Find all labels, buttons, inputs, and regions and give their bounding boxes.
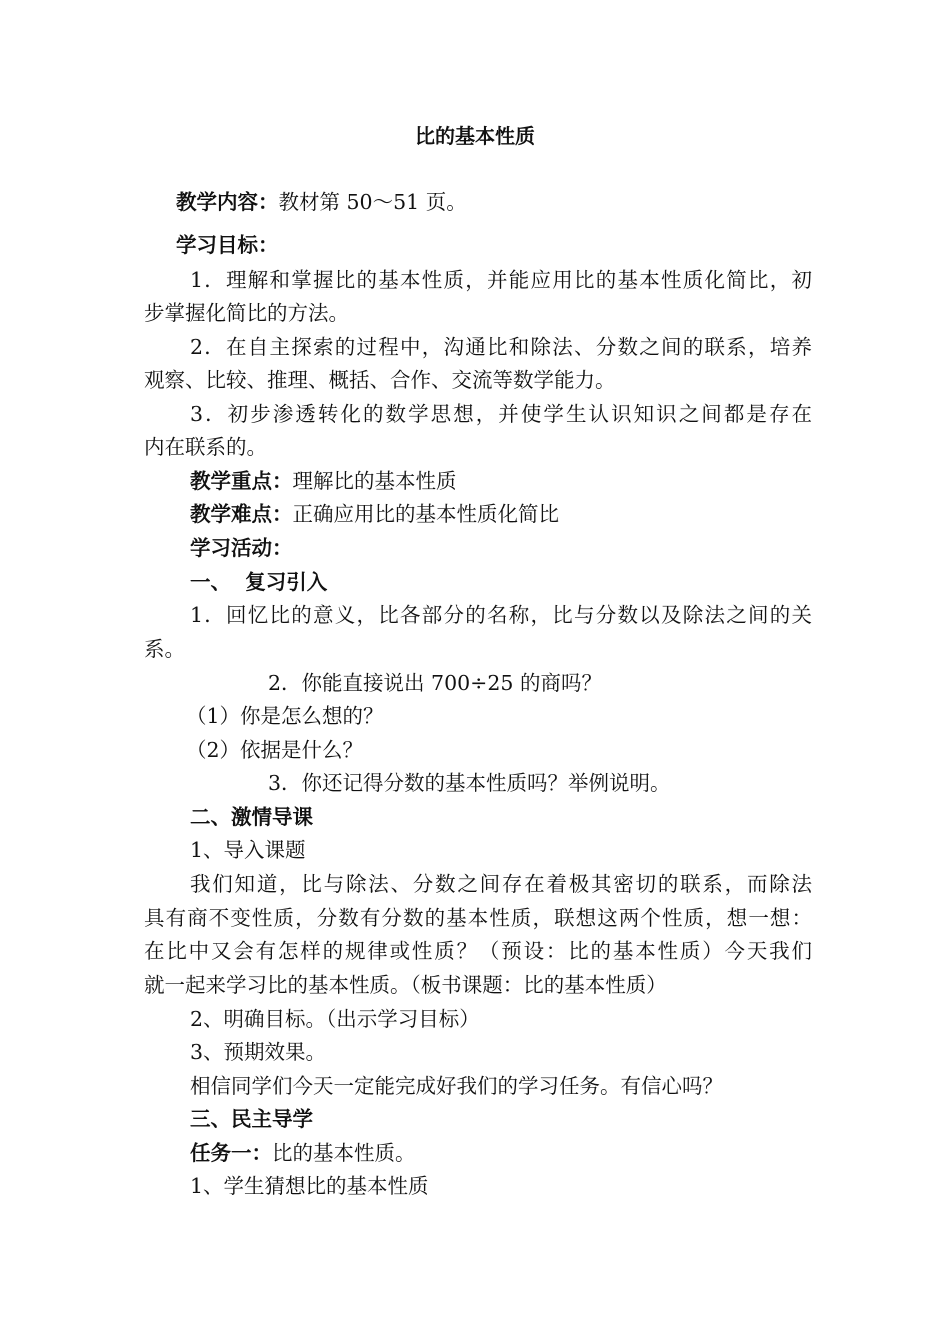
section-2-item-2: 2、明确目标。（出示学习目标） <box>190 1007 480 1031</box>
section-3-heading: 三、民主导学 <box>190 1107 313 1131</box>
page-title: 比的基本性质 <box>415 124 535 148</box>
section-3-task-1 <box>190 1137 858 1170</box>
objective-2-line-2: 观察、比较、推理、概括、合作、交流等数学能力。 <box>144 368 616 392</box>
objective-1-line-1: 1．理解和掌握比的基本性质，并能应用比的基本性质化简比，初 <box>190 268 812 292</box>
section-1-item-2: 2．你能直接说出 700÷25 的商吗？ <box>268 671 602 695</box>
key-point-label: 教学重点： <box>190 469 293 493</box>
teaching-content-label: 教学内容： <box>176 190 279 214</box>
difficulty-label: 教学难点： <box>190 502 293 526</box>
key-point-text: 理解比的基本性质 <box>292 469 457 493</box>
objectives-heading: 学习目标： <box>176 233 279 257</box>
section-1-heading: 一、 复习引入 <box>190 570 328 594</box>
section-1-item-1-line-2: 系。 <box>144 637 185 661</box>
section-2-heading: 二、激情导课 <box>190 805 313 829</box>
section-2-item-3: 3、预期效果。 <box>190 1040 327 1064</box>
section-1-question-2: （2）依据是什么？ <box>186 738 364 762</box>
section-2-paragraph-line-1: 我们知道，比与除法、分数之间存在着极其密切的联系，而除法 <box>190 872 812 896</box>
difficulty <box>190 498 858 531</box>
section-1-question-1: （1）你是怎么想的？ <box>186 704 384 728</box>
teaching-content-text: 教材第 50～51 页。 <box>278 190 467 214</box>
teaching-content <box>176 186 844 219</box>
section-2-paragraph-line-2: 具有商不变性质，分数有分数的基本性质，联想这两个性质，想一想： <box>144 906 812 930</box>
section-2-paragraph-line-3: 在比中又会有怎样的规律或性质？（预设：比的基本性质）今天我们 <box>144 939 812 963</box>
objective-1-line-2: 步掌握化简比的方法。 <box>144 301 349 325</box>
task-1-label: 任务一： <box>190 1141 272 1165</box>
section-2-item-1: 1、导入课题 <box>190 838 306 862</box>
section-2-paragraph-line-4: 就一起来学习比的基本性质。（板书课题：比的基本性质） <box>144 973 667 997</box>
activities-heading: 学习活动： <box>190 536 293 560</box>
objective-3-line-1: 3．初步渗透转化的数学思想，并使学生认识知识之间都是存在 <box>190 402 812 426</box>
section-1-item-3: 3．你还记得分数的基本性质吗？举例说明。 <box>268 771 671 795</box>
difficulty-text: 正确应用比的基本性质化简比 <box>292 502 559 526</box>
section-1-item-1-line-1: 1．回忆比的意义，比各部分的名称，比与分数以及除法之间的关 <box>190 603 812 627</box>
section-2-item-4: 相信同学们今天一定能完成好我们的学习任务。有信心吗？ <box>190 1074 723 1098</box>
section-3-item-1: 1、学生猜想比的基本性质 <box>190 1174 429 1198</box>
objective-3-line-2: 内在联系的。 <box>144 435 267 459</box>
key-point <box>190 465 858 498</box>
task-1-text: 比的基本性质。 <box>272 1141 416 1165</box>
objective-2-line-1: 2．在自主探索的过程中，沟通比和除法、分数之间的联系，培养 <box>190 335 812 359</box>
